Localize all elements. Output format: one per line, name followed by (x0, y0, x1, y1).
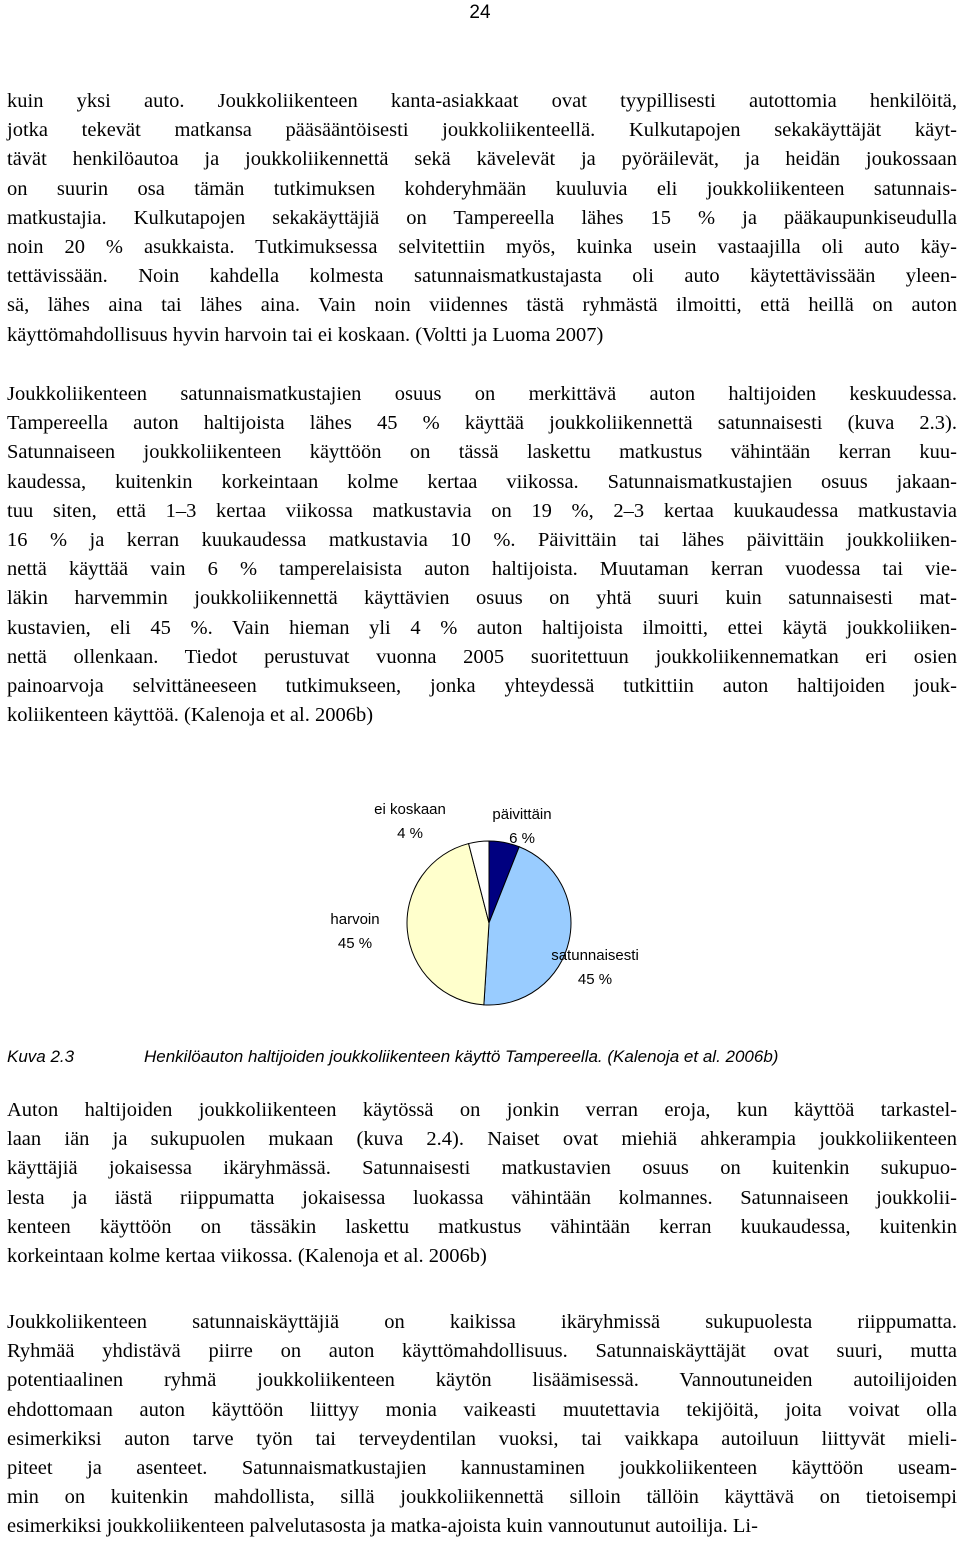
text-line: min on kuitenkin mahdollista, sillä joukkoliikennettä silloin tällöin käyttävä on tietoisempi (7, 1486, 957, 1509)
text-line: Ryhmää yhdistävä piirre on auton käyttömahdollisuus. Satunnaiskäyttäjät ovat suuri, mutta (7, 1340, 957, 1363)
text-line: kuin yksi auto. Joukkoliikenteen kanta-asiakkaat ovat tyypillisesti autottomia henkilöitä, (7, 90, 957, 112)
paragraph-2 (7, 380, 957, 730)
text-line: korkeintaan kolme kertaa viikossa. (Kalenoja et al. 2006b) (7, 1245, 487, 1268)
pie-label-satunnaisesti-name: satunnaisesti (551, 947, 639, 964)
text-line: painoarvoja selvittäneeseen tutkimukseen, jonka yhteydessä tutkittiin auton haltijoiden jouk- (7, 675, 957, 698)
pie-label-paivittain-value: 6 % (509, 830, 535, 847)
pie-label-harvoin (310, 908, 400, 956)
pie-label-paivittain (472, 803, 572, 851)
pie-label-ei-koskaan-name: ei koskaan (374, 801, 446, 818)
text-line: noin 20 % asukkaista. Tutkimuksessa selvitettiin myös, kuinka usein vastaajilla oli auto käy- (7, 236, 957, 259)
text-line: Satunnaiseen joukkoliikenteen käyttöön on tässä laskettu matkustus vähintään kerran kuu- (7, 441, 957, 464)
text-line: Auton haltijoiden joukkoliikenteen käytössä on jonkin verran eroja, kun käyttöä tarkastel- (7, 1099, 957, 1121)
paragraph-1 (7, 87, 957, 350)
text-line: käyttäjiä jokaisessa ikäryhmässä. Satunnaisesti matkustavien osuus on kuitenkin sukupuo- (7, 1157, 957, 1180)
figure-caption-text: Henkilöauton haltijoiden joukkoliikenteen käyttö Tampereella. (Kalenoja et al. 2006b) (144, 1047, 779, 1066)
text-line: tuu siten, että 1–3 kertaa viikossa matkustavia on 19 %, 2–3 kertaa kuukaudessa matkustavia (7, 499, 957, 522)
text-line: Joukkoliikenteen satunnaiskäyttäjiä on kaikissa ikäryhmissä sukupuolesta riippumatta. (7, 1311, 957, 1333)
text-line: sä, lähes aina tai lähes aina. Vain noin viidennes tästä ryhmästä ilmoitti, että heillä on auton (7, 294, 957, 317)
text-line: esimerkiksi auton tarve työn tai terveydentilan vuoksi, tai vaikkapa autoiluun liittyvät mieli- (7, 1427, 957, 1450)
paragraph-4 (7, 1308, 957, 1542)
text-line: esimerkiksi joukkoliikenteen palvelutasosta ja matka-ajoista kuin vannoutunut autoilija. Li- (7, 1515, 758, 1538)
pie-label-harvoin-name: harvoin (330, 911, 380, 928)
text-line: kustavien, eli 45 %. Vain hieman yli 4 % auton haltijoista ilmoitti, ettei käytä joukkoliiken- (7, 616, 957, 639)
page-number: 24 (469, 2, 491, 23)
pie-label-ei-koskaan (355, 798, 465, 846)
text-line: läkin harvemmin joukkoliikennettä käyttävien osuus on yhtä suuri kuin satunnaisesti mat- (7, 587, 957, 610)
text-line: matkustajia. Kulkutapojen sekakäyttäjiä on Tampereella lähes 15 % ja pääkaupunkiseudulla (7, 206, 957, 229)
text-line: 16 % ja kerran kuukaudessa matkustavia 10 %. Päivittäin tai lähes päivittäin joukkoliiken- (7, 529, 957, 552)
text-line: koliikenteen käyttöä. (Kalenoja et al. 2006b) (7, 704, 374, 727)
text-line: nettä ollenkaan. Tiedot perustuvat vuonna 2005 suoritettuun joukkoliikennematkan eri osien (7, 645, 957, 668)
pie-chart (0, 790, 960, 1040)
paragraph-3 (7, 1096, 957, 1271)
text-line: nettä käyttää vain 6 % tamperelaisista auton haltijoista. Muutaman kerran vuodessa tai vie- (7, 558, 957, 581)
text-line: laan iän ja sukupuolen mukaan (kuva 2.4). Naiset ovat miehiä ahkerampia joukkoliikenteen (7, 1128, 957, 1151)
pie-label-harvoin-value: 45 % (337, 935, 373, 952)
text-line: käyttömahdollisuus hyvin harvoin tai ei koskaan. (Voltti ja Luoma 2007) (7, 323, 604, 346)
text-line: Tampereella auton haltijoista lähes 45 % käyttää joukkoliikennettä satunnaisesti (kuva 2.3). (7, 412, 957, 435)
text-line: tettävissään. Noin kahdella kolmesta satunnaismatkustajasta oli auto käytettävissään yleen- (7, 265, 957, 288)
pie-label-satunnaisesti (530, 944, 660, 992)
pie-label-satunnaisesti-value: 45 % (577, 971, 613, 988)
text-line: potentiaalinen ryhmä joukkoliikenteen käytön lisäämisessä. Vannoutuneiden autoilijoiden (7, 1369, 957, 1392)
figure-caption-number: Kuva 2.3 (7, 1047, 75, 1066)
text-line: lesta ja iästä riippumatta jokaisessa luokassa vähintään kolmannes. Satunnaiseen joukkolii- (7, 1186, 957, 1209)
text-line: ehdottomaan auton käyttöön liittyy monia vaikeasti muutettavia tekijöitä, joita voivat olla (7, 1398, 957, 1421)
text-line: on suurin osa tämän tutkimuksen kohderyhmään kuuluvia eli joukkoliikenteen satunnais- (7, 177, 957, 200)
text-line: tävät henkilöautoa ja joukkoliikennettä sekä kävelevät ja pyöräilevät, ja heidän joukossaan (7, 148, 957, 171)
text-line: piteet ja asenteet. Satunnaismatkustajien kannustaminen joukkoliikenteen käyttöön useam- (7, 1457, 957, 1480)
text-line: kaudessa, kuitenkin korkeintaan kolme kertaa viikossa. Satunnaismatkustajien osuus jakaan- (7, 470, 957, 493)
pie-label-ei-koskaan-value: 4 % (397, 825, 423, 842)
text-line: kenteen käyttöön on tässäkin laskettu matkustus vähintään kerran kuukaudessa, kuitenkin (7, 1215, 957, 1238)
text-line: jotka tekevät matkansa pääsääntöisesti joukkoliikenteellä. Kulkutapojen sekakäyttäjät käyt- (7, 119, 957, 142)
text-line: Joukkoliikenteen satunnaismatkustajien osuus on merkittävä auton haltijoiden keskuudessa. (7, 383, 957, 405)
pie-label-paivittain-name: päivittäin (492, 806, 552, 823)
